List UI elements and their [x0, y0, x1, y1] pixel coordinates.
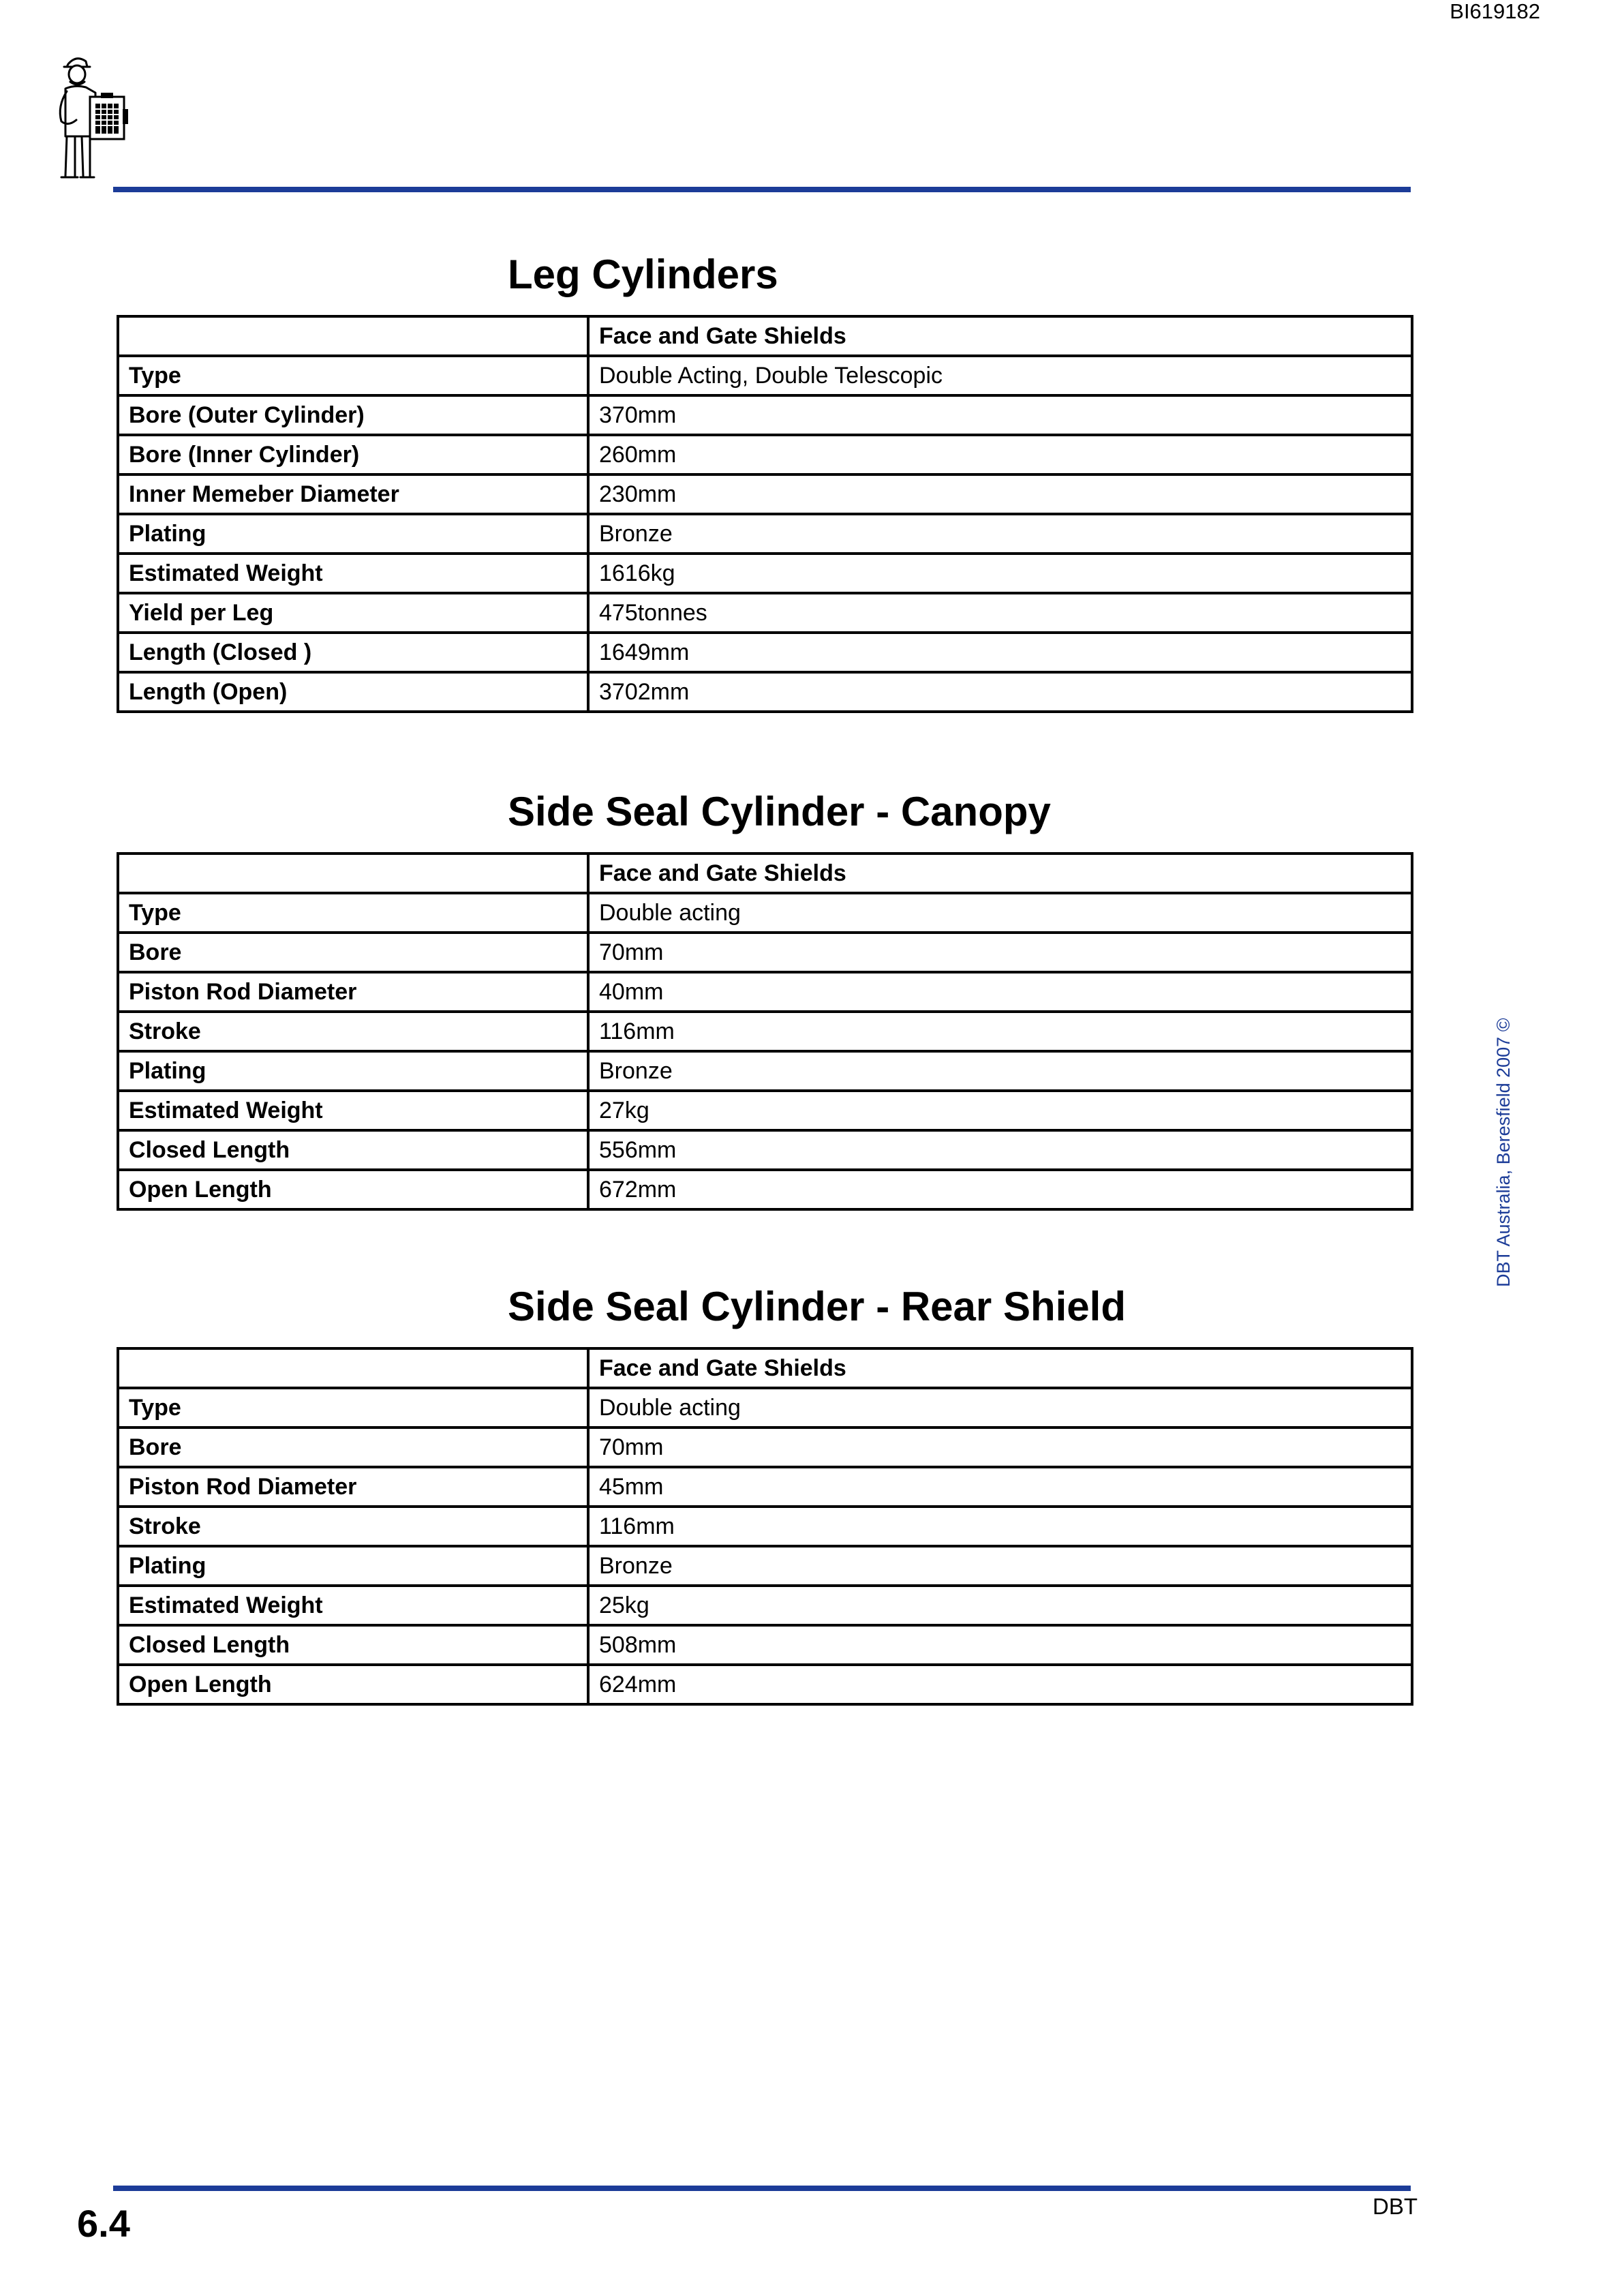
row-value: 230mm: [588, 474, 1412, 514]
row-label: Stroke: [118, 1507, 588, 1546]
spec-table-side-seal-rear-shield: [117, 1347, 1413, 1706]
row-value: 3702mm: [588, 672, 1412, 712]
table-row: [118, 1625, 1412, 1665]
row-value: Bronze: [588, 514, 1412, 554]
section-title-side-seal-rear-shield: Side Seal Cylinder - Rear Shield: [508, 1284, 1126, 1329]
row-value: 260mm: [588, 435, 1412, 474]
row-value: 672mm: [588, 1170, 1412, 1209]
row-value: 40mm: [588, 972, 1412, 1012]
table-row: [118, 474, 1412, 514]
footer-brand: DBT: [1373, 2194, 1418, 2219]
row-label: Piston Rod Diameter: [118, 972, 588, 1012]
column-header: Face and Gate Shields: [588, 316, 1412, 356]
header-rule: [113, 187, 1411, 192]
row-label: Bore: [118, 933, 588, 972]
row-value: 27kg: [588, 1091, 1412, 1130]
row-label: Closed Length: [118, 1625, 588, 1665]
section-title-side-seal-canopy: Side Seal Cylinder - Canopy: [508, 789, 1051, 834]
table-row: [118, 1467, 1412, 1507]
row-value: 45mm: [588, 1467, 1412, 1507]
row-label: Plating: [118, 1546, 588, 1586]
table-header-row: [118, 316, 1412, 356]
row-label: Plating: [118, 514, 588, 554]
table-row: [118, 1507, 1412, 1546]
page-number: 6.4: [77, 2202, 130, 2245]
row-value: 1649mm: [588, 633, 1412, 672]
table-row: [118, 593, 1412, 633]
row-label: Estimated Weight: [118, 1091, 588, 1130]
row-value: Double acting: [588, 1388, 1412, 1428]
table-header-row: [118, 1348, 1412, 1388]
row-label: Length (Open): [118, 672, 588, 712]
document-id: BI619182: [1450, 0, 1540, 23]
table-row: [118, 933, 1412, 972]
column-header: Face and Gate Shields: [588, 1348, 1412, 1388]
row-value: 116mm: [588, 1507, 1412, 1546]
row-value: Bronze: [588, 1051, 1412, 1091]
section-title-leg-cylinders: Leg Cylinders: [508, 252, 778, 297]
table-header-empty-cell: [118, 316, 588, 356]
row-value: Bronze: [588, 1546, 1412, 1586]
row-value: 370mm: [588, 395, 1412, 435]
table-row: [118, 1586, 1412, 1625]
row-label: Inner Memeber Diameter: [118, 474, 588, 514]
technician-with-clipboard-icon: [48, 49, 136, 185]
row-value: 624mm: [588, 1665, 1412, 1704]
spec-table-leg-cylinders: [117, 315, 1413, 713]
row-label: Stroke: [118, 1012, 588, 1051]
table-row: [118, 1388, 1412, 1428]
row-label: Bore (Inner Cylinder): [118, 435, 588, 474]
table-header-empty-cell: [118, 1348, 588, 1388]
table-row: [118, 356, 1412, 395]
table-row: [118, 435, 1412, 474]
table-row: [118, 972, 1412, 1012]
row-label: Type: [118, 356, 588, 395]
table-row: [118, 633, 1412, 672]
row-value: 1616kg: [588, 554, 1412, 593]
row-value: Double Acting, Double Telescopic: [588, 356, 1412, 395]
table-row: [118, 554, 1412, 593]
row-value: 556mm: [588, 1130, 1412, 1170]
row-label: Open Length: [118, 1665, 588, 1704]
table-row: [118, 514, 1412, 554]
row-label: Type: [118, 1388, 588, 1428]
table-row: [118, 1546, 1412, 1586]
table-header-row: [118, 854, 1412, 893]
row-label: Piston Rod Diameter: [118, 1467, 588, 1507]
row-label: Closed Length: [118, 1130, 588, 1170]
row-value: 475tonnes: [588, 593, 1412, 633]
row-value: 116mm: [588, 1012, 1412, 1051]
row-value: 508mm: [588, 1625, 1412, 1665]
table-row: [118, 395, 1412, 435]
table-row: [118, 1130, 1412, 1170]
row-value: 25kg: [588, 1586, 1412, 1625]
row-label: Estimated Weight: [118, 1586, 588, 1625]
row-label: Plating: [118, 1051, 588, 1091]
column-header: Face and Gate Shields: [588, 854, 1412, 893]
table-row: [118, 1665, 1412, 1704]
row-label: Estimated Weight: [118, 554, 588, 593]
table-row: [118, 672, 1412, 712]
row-value: 70mm: [588, 1428, 1412, 1467]
table-header-empty-cell: [118, 854, 588, 893]
row-label: Yield per Leg: [118, 593, 588, 633]
table-row: [118, 1428, 1412, 1467]
row-value: 70mm: [588, 933, 1412, 972]
row-label: Bore: [118, 1428, 588, 1467]
table-row: [118, 1170, 1412, 1209]
row-label: Length (Closed ): [118, 633, 588, 672]
row-label: Type: [118, 893, 588, 933]
row-value: Double acting: [588, 893, 1412, 933]
table-row: [118, 1091, 1412, 1130]
row-label: Open Length: [118, 1170, 588, 1209]
footer-rule: [113, 2186, 1411, 2191]
spec-table-side-seal-canopy: [117, 852, 1413, 1211]
table-row: [118, 1012, 1412, 1051]
copyright-note: DBT Australia, Beresfield 2007 ©: [1493, 1018, 1514, 1287]
table-row: [118, 1051, 1412, 1091]
row-label: Bore (Outer Cylinder): [118, 395, 588, 435]
table-row: [118, 893, 1412, 933]
